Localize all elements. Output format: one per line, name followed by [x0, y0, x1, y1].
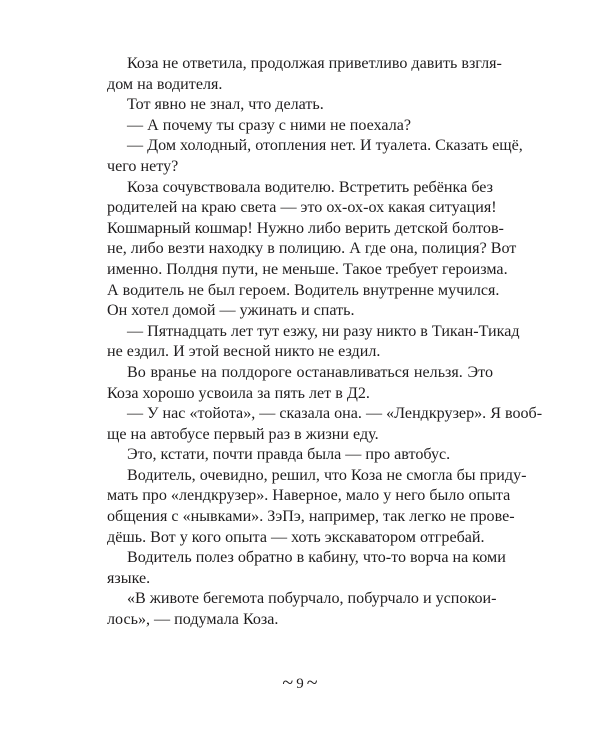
paragraph	[107, 54, 502, 95]
text-line: языке.	[107, 569, 151, 587]
text-line: общения с «нывками». ЗэПэ, например, так легко не прове-	[107, 508, 515, 526]
text-line: «В животе бегемота побурчало, побурчало и успокои-	[127, 590, 497, 608]
text-line: Водитель, очевидно, решил, что Коза не смогла бы приду-	[127, 466, 527, 484]
paragraph	[107, 466, 527, 548]
paragraph	[107, 178, 517, 322]
text-line: Это, кстати, почти правда была — про автобус.	[127, 446, 451, 464]
text-line: именно. Полдня пути, не меньше. Такое требует героизма.	[107, 260, 508, 278]
text-line: Коза сочувствовала водителю. Встретить ребёнка без	[127, 178, 493, 196]
text-line: — А почему ты сразу с ними не поехала?	[127, 116, 412, 134]
text-line: Коза не ответила, продолжая приветливо давить взгля-	[127, 55, 502, 72]
page-footer	[0, 673, 600, 694]
paragraph	[107, 589, 497, 630]
text-line: Тот явно не знал, что делать.	[127, 96, 324, 114]
text-line: лось», — подумала Коза.	[107, 611, 279, 629]
text-line: Водитель полез обратно в кабину, что-то ворча на коми	[127, 549, 506, 567]
text-line: дёшь. Вот у кого опыта — хоть экскаватором отгребай.	[107, 528, 485, 546]
paragraph	[107, 136, 523, 177]
paragraph	[107, 404, 543, 445]
body-text	[107, 54, 543, 631]
paragraph	[107, 116, 493, 137]
text-line: Кошмарный кошмар! Нужно либо верить детской болтов-	[107, 219, 504, 237]
text-line: мать про «лендкрузер». Наверное, мало у него было опыта	[107, 487, 511, 505]
paragraph	[107, 95, 493, 116]
text-line: родителей на краю света — это ох-ох-ох какая ситуация!	[107, 199, 497, 217]
paragraph	[107, 322, 520, 363]
text-line: Он хотел домой — ужинать и спать.	[107, 302, 355, 320]
paragraph	[107, 548, 506, 589]
paragraph	[107, 445, 493, 466]
text-line: — У нас «тойота», — сказала она. — «Лендкрузер». Я вооб-	[127, 405, 543, 423]
text-line: Во вранье на полдороге останавливаться нельзя. Это	[127, 363, 493, 381]
text-line: чего нету?	[107, 157, 179, 175]
text-line: дом на водителя.	[107, 75, 223, 93]
paragraph	[107, 363, 493, 404]
footer-ornament-left: ~	[282, 672, 294, 694]
page-number: 9	[296, 676, 304, 692]
footer-ornament-right: ~	[306, 672, 318, 694]
text-line: — Пятнадцать лет тут езжу, ни разу никто в Тикан-Тикад	[127, 322, 520, 340]
text-line: Коза хорошо усвоила за пять лет в Д2.	[107, 384, 370, 402]
text-line: не, либо везти находку в полицию. А где она, полиция? Вот	[107, 240, 517, 258]
text-line: — Дом холодный, отопления нет. И туалета. Сказать ещё,	[127, 137, 523, 155]
text-line: не ездил. И этой весной никто не ездил.	[107, 343, 381, 361]
text-line: А водитель не был героем. Водитель внутренне мучился.	[107, 281, 500, 299]
text-line: ще на автобусе первый раз в жизни еду.	[107, 425, 379, 443]
